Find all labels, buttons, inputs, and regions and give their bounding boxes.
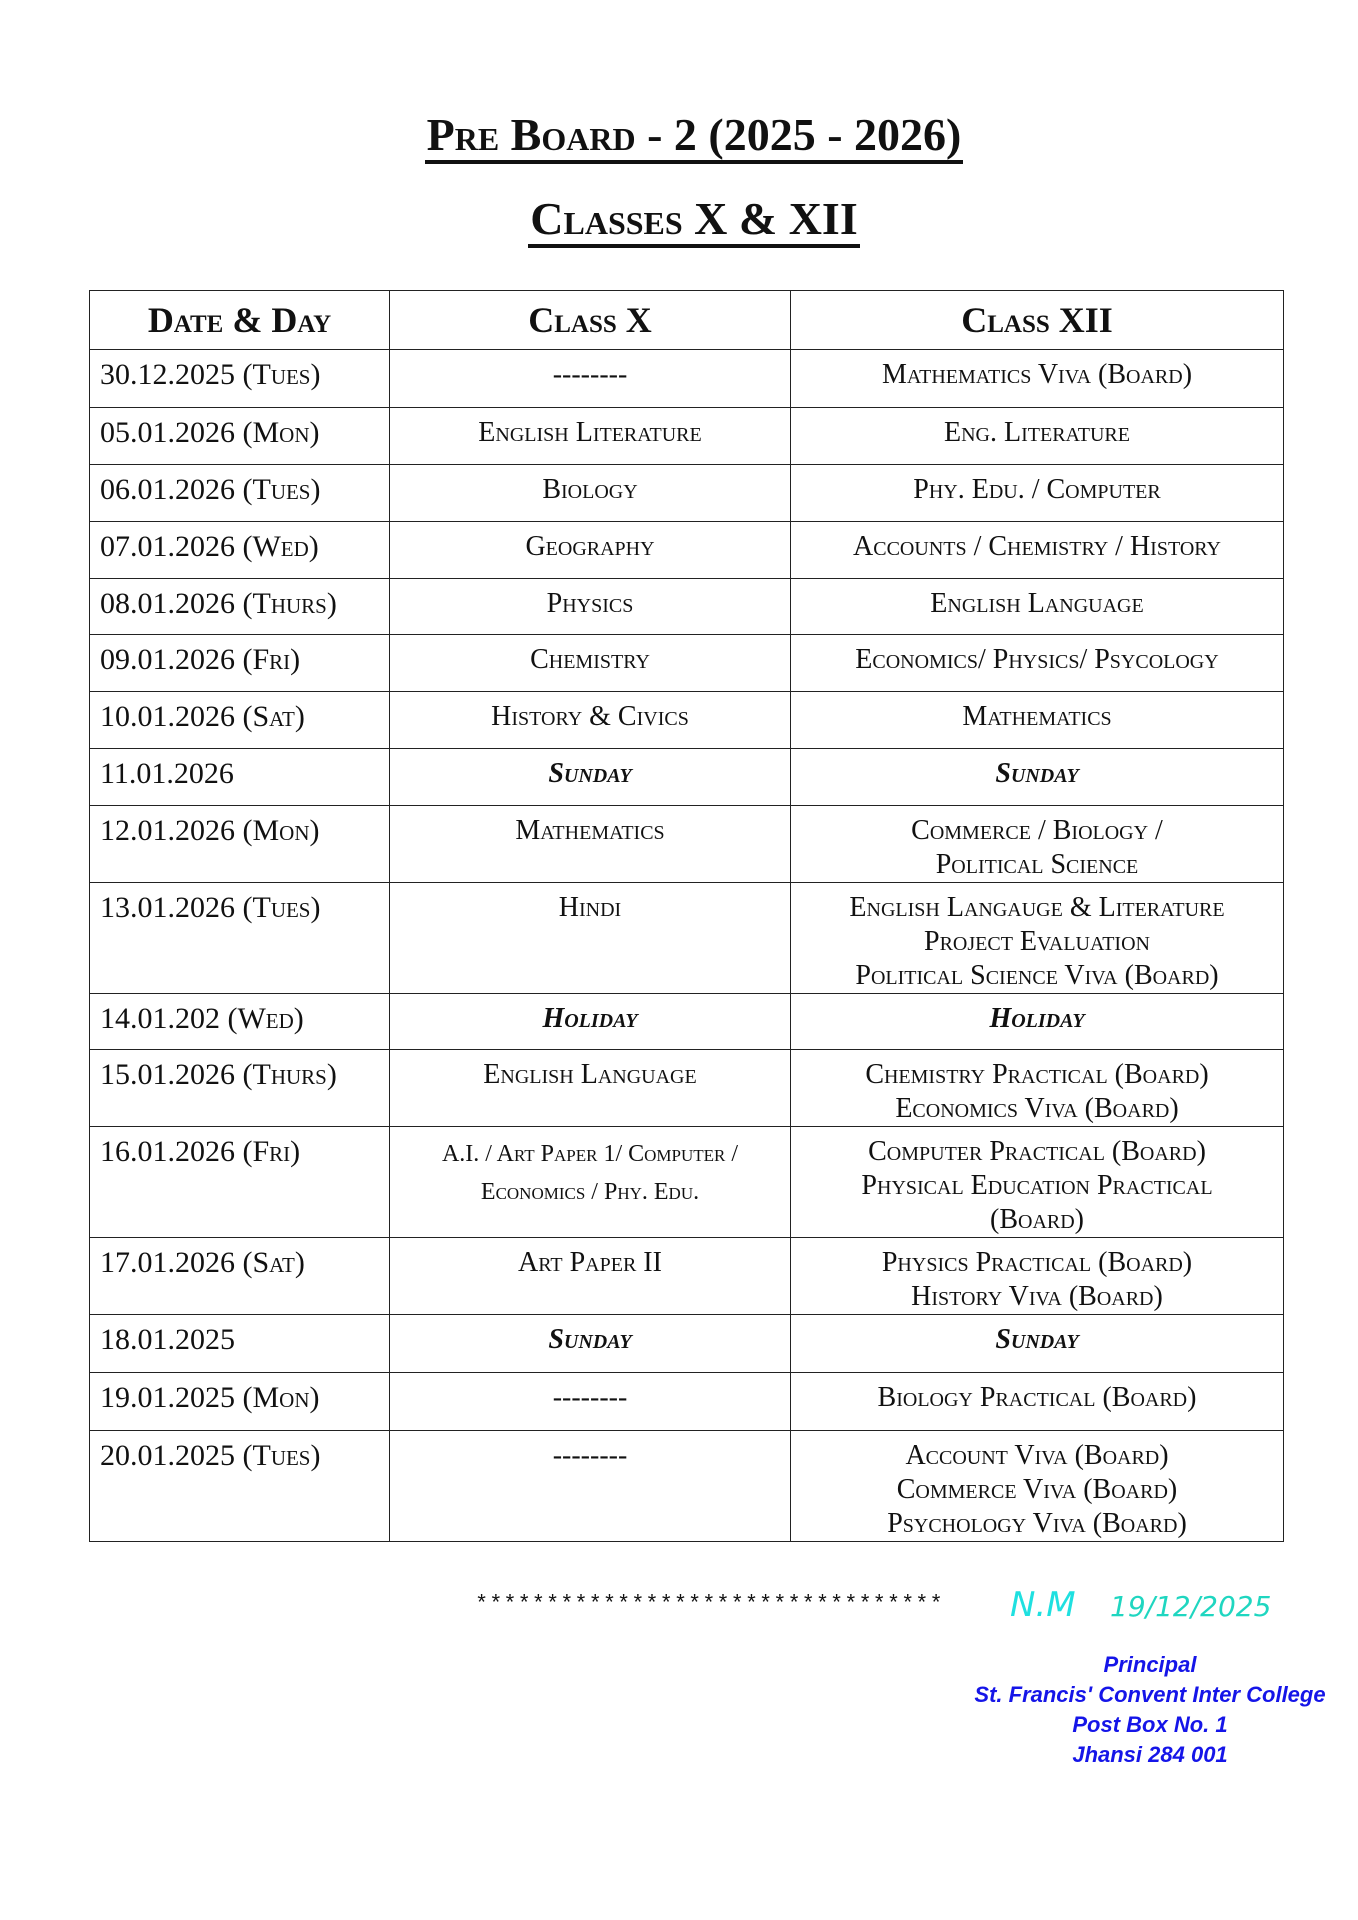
class-xii-cell [791,1238,1284,1315]
cell-line: Geography [525,531,655,562]
cell-line: Account Viva (Board) [905,1440,1169,1471]
class-xii-cell [791,883,1284,994]
cell-line: Accounts / Chemistry / History [853,531,1221,562]
class-xii-cell [791,692,1284,749]
class-xii-cell [791,350,1284,408]
cell-line: Art Paper II [518,1247,662,1278]
cell-line: Sunday [548,758,632,789]
table-row [90,350,1284,408]
cell-line: Project Evaluation [924,926,1150,957]
date-cell: 17.01.2026 (Sat) [90,1238,390,1315]
cell-line: Psychology Viva (Board) [887,1508,1187,1539]
class-x-cell [390,350,791,408]
date-cell: 12.01.2026 (Mon) [90,806,390,883]
table-row [90,465,1284,522]
class-xii-cell [791,1050,1284,1127]
cell-line: -------- [552,1382,628,1413]
class-xii-cell [791,579,1284,635]
date-cell: 11.01.2026 [90,749,390,806]
class-xii-cell [791,635,1284,692]
cell-line: Sunday [995,758,1079,789]
cell-line: Commerce Viva (Board) [896,1474,1178,1505]
table-row [90,522,1284,579]
table-row [90,1315,1284,1373]
date-cell: 06.01.2026 (Tues) [90,465,390,522]
table-row [90,1373,1284,1431]
class-xii-cell [791,1431,1284,1542]
class-x-cell [390,1315,791,1373]
cell-line: Holiday [542,1003,638,1034]
cell-line: English Language [483,1059,697,1090]
date-cell: 20.01.2025 (Tues) [90,1431,390,1542]
cell-line: Political Science Viva (Board) [855,960,1219,991]
title-text: Pre Board - 2 (2025 - 2026) [425,109,964,164]
date-cell: 13.01.2026 (Tues) [90,883,390,994]
table-row [90,994,1284,1050]
class-xii-cell [791,994,1284,1050]
class-xii-cell [791,408,1284,465]
table-row [90,692,1284,749]
cell-line: A.I. / Art Paper 1/ Computer / [441,1141,739,1167]
end-separator: ********************************* [475,1592,944,1617]
class-xii-cell [791,1127,1284,1238]
date-cell: 10.01.2026 (Sat) [90,692,390,749]
table-row [90,806,1284,883]
cell-line: English Language [930,588,1144,619]
cell-line: Sunday [995,1324,1079,1355]
date-cell: 07.01.2026 (Wed) [90,522,390,579]
table-header-row [90,291,1284,350]
cell-line: Phy. Edu. / Computer [913,474,1161,505]
stamp-line: St. Francis' Convent Inter College [974,1682,1326,1707]
cell-line: English Literature [478,417,702,448]
class-x-cell [390,994,791,1050]
class-x-cell [390,522,791,579]
class-xii-cell [791,522,1284,579]
page-title [0,108,1358,161]
cell-line: Mathematics Viva (Board) [881,359,1193,390]
signature-date: 19/12/2025 [1110,1590,1272,1623]
table-row [90,883,1284,994]
class-xii-cell [791,1373,1284,1431]
class-x-cell [390,806,791,883]
cell-line: -------- [552,1440,628,1471]
cell-line: Economics Viva (Board) [895,1093,1179,1124]
table-row [90,408,1284,465]
cell-line: Holiday [989,1003,1085,1034]
date-cell: 08.01.2026 (Thurs) [90,579,390,635]
table-row [90,1127,1284,1238]
table-row [90,749,1284,806]
date-cell: 18.01.2025 [90,1315,390,1373]
cell-line: Biology Practical (Board) [877,1382,1197,1413]
cell-line: Mathematics [962,701,1112,732]
date-cell: 30.12.2025 (Tues) [90,350,390,408]
date-cell: 15.01.2026 (Thurs) [90,1050,390,1127]
cell-line: Physical Education Practical [861,1170,1213,1201]
table-row [90,1050,1284,1127]
class-x-cell [390,408,791,465]
class-xii-cell [791,465,1284,522]
cell-line: Commerce / Biology / [911,815,1163,846]
cell-line: Economics/ Physics/ Psycology [855,644,1219,675]
date-cell: 16.01.2026 (Fri) [90,1127,390,1238]
date-cell: 05.01.2026 (Mon) [90,408,390,465]
cell-line: Sunday [548,1324,632,1355]
column-header-class-x: Class X [390,291,791,350]
class-xii-cell [791,1315,1284,1373]
class-x-cell [390,635,791,692]
stamp-line: Principal [1103,1652,1197,1677]
class-x-cell [390,579,791,635]
table-row [90,635,1284,692]
cell-line: -------- [552,359,628,390]
cell-line: Computer Practical (Board) [868,1136,1206,1167]
class-x-cell [390,749,791,806]
cell-line: Political Science [935,849,1139,880]
cell-line: Eng. Literature [944,417,1130,448]
class-x-cell [390,1050,791,1127]
cell-line: History & Civics [491,701,689,732]
class-x-cell [390,1238,791,1315]
cell-line: Biology [542,474,638,505]
column-header-date: Date & Day [90,291,390,350]
schedule-table [89,290,1284,1542]
date-cell: 14.01.202 (Wed) [90,994,390,1050]
cell-line: English Langauge & Literature [849,892,1225,923]
stamp-line: Post Box No. 1 [1072,1712,1228,1737]
class-x-cell [390,465,791,522]
date-cell: 19.01.2025 (Mon) [90,1373,390,1431]
page-subtitle [0,192,1358,245]
class-x-cell [390,883,791,994]
cell-line: Chemistry [530,644,650,675]
class-x-cell [390,1127,791,1238]
column-header-class-xii: Class XII [791,291,1284,350]
stamp-line: Jhansi 284 001 [1072,1742,1228,1767]
table-row [90,579,1284,635]
date-cell: 09.01.2026 (Fri) [90,635,390,692]
principal-stamp [955,1650,1345,1770]
class-x-cell [390,1431,791,1542]
cell-line: Mathematics [515,815,665,846]
cell-line: Hindi [558,892,622,923]
cell-line: Chemistry Practical (Board) [865,1059,1209,1090]
cell-line: Physics Practical (Board) [881,1247,1193,1278]
signature: N.M [1010,1585,1076,1625]
class-xii-cell [791,749,1284,806]
cell-line: Economics / Phy. Edu. [480,1179,700,1205]
class-x-cell [390,1373,791,1431]
cell-line: History Viva (Board) [911,1281,1163,1312]
cell-line: Physics [546,588,634,619]
table-row [90,1431,1284,1542]
table-row [90,1238,1284,1315]
class-xii-cell [791,806,1284,883]
cell-line: (Board) [990,1204,1084,1235]
class-x-cell [390,692,791,749]
subtitle-text: Classes X & XII [528,193,859,248]
